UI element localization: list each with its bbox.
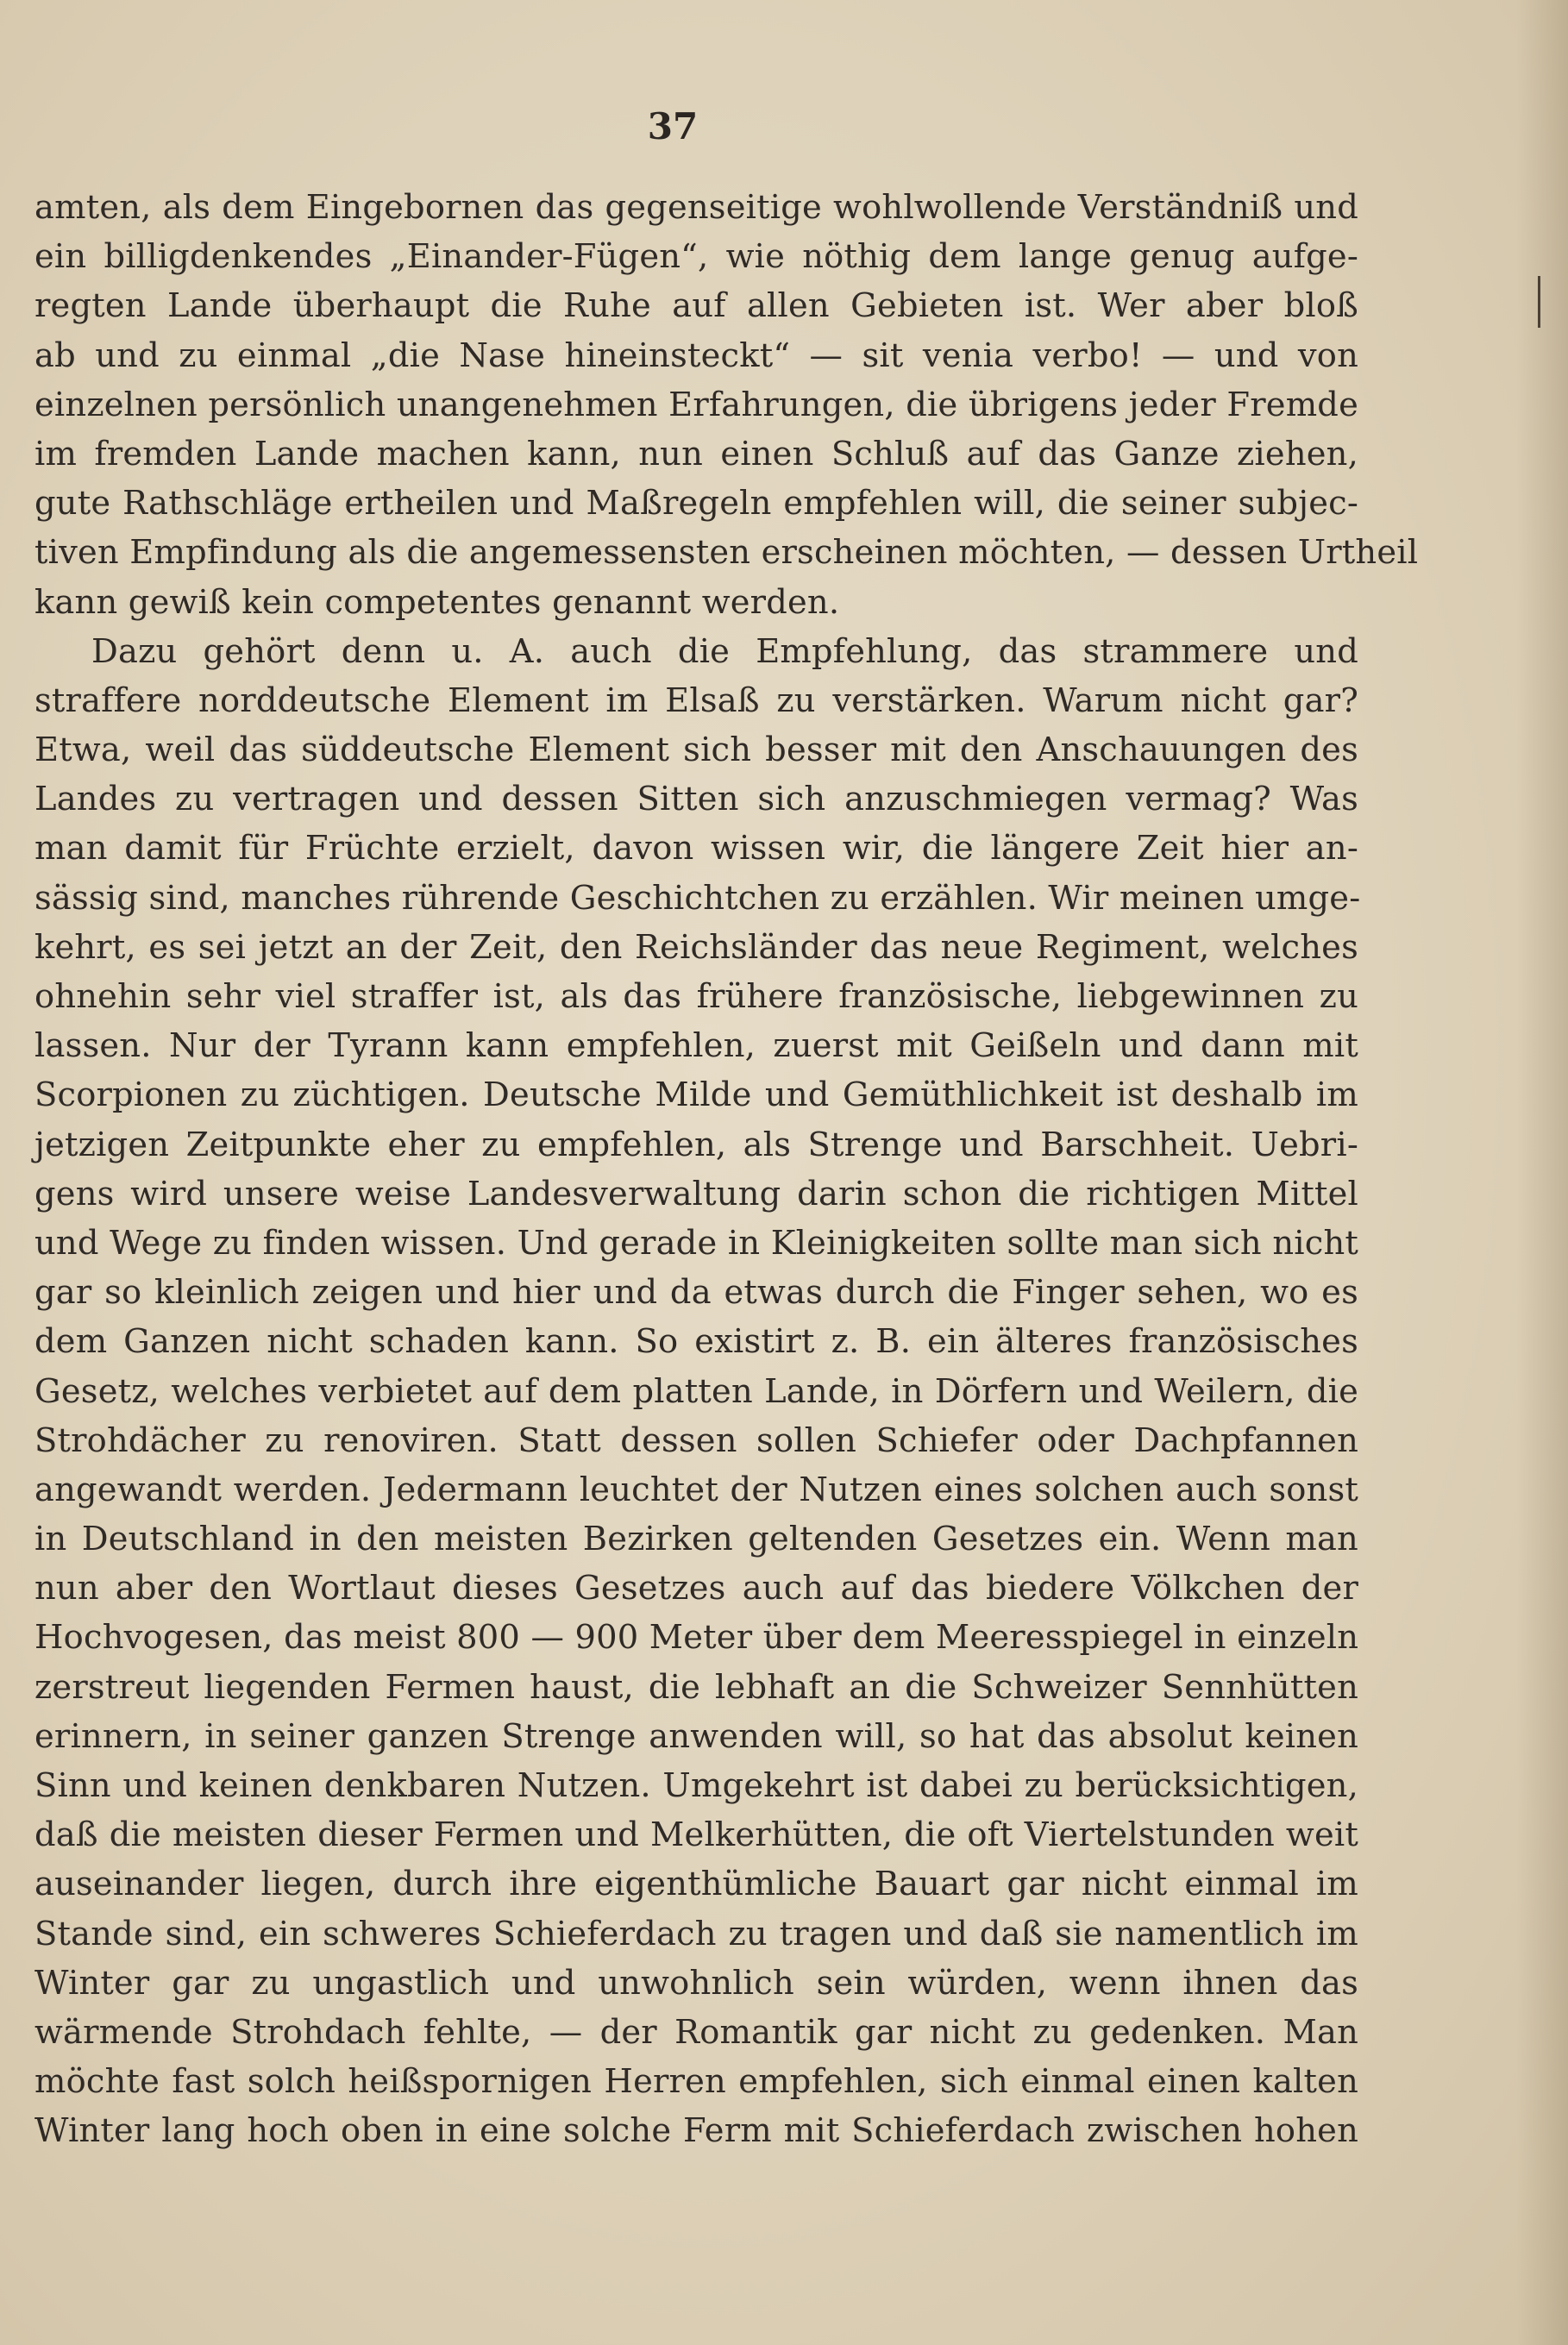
- text-line: Etwa, weil das süddeutsche Element sich besser mit den Anschauungen des: [34, 730, 1358, 770]
- text-line: auseinander liegen, durch ihre eigenthümliche Bauart gar nicht einmal im: [34, 1865, 1358, 1904]
- text-line: tiven Empfindung als die angemessensten erscheinen möchten, — dessen Urtheil: [34, 533, 1419, 573]
- text-line: Winter gar zu ungastlich und unwohnlich sein würden, wenn ihnen das: [34, 1963, 1358, 2003]
- text-line: gute Rathschläge ertheilen und Maßregeln empfehlen will, die seiner subjec-: [34, 484, 1358, 524]
- text-line: regten Lande überhaupt die Ruhe auf allen Gebieten ist. Wer aber bloß: [34, 286, 1358, 326]
- text-line: ein billigdenkendes „Einander-Fügen“, wie nöthig dem lange genug aufge-: [34, 237, 1358, 277]
- text-line: ab und zu einmal „die Nase hineinsteckt“ — sit venia verbo! — und von: [34, 335, 1358, 375]
- text-line: lassen. Nur der Tyrann kann empfehlen, zuerst mit Geißeln und dann mit: [34, 1026, 1358, 1066]
- text-line: daß die meisten dieser Fermen und Melkerhütten, die oft Viertelstunden weit: [34, 1815, 1358, 1855]
- text-line: Winter lang hoch oben in eine solche Ferm mit Schieferdach zwischen hohen: [34, 2111, 1358, 2151]
- text-line: amten, als dem Eingebornen das gegenseitige wohlwollende Verständniß und: [34, 188, 1358, 227]
- text-line: Hochvogesen, das meist 800 — 900 Meter über dem Meeresspiegel in einzeln: [34, 1618, 1359, 1658]
- text-line: und Wege zu finden wissen. Und gerade in Kleinigkeiten sollte man sich nicht: [34, 1223, 1358, 1263]
- text-line: im fremden Lande machen kann, nun einen Schluß auf das Ganze ziehen,: [34, 434, 1358, 473]
- text-line: in Deutschland in den meisten Bezirken geltenden Gesetzes ein. Wenn man: [34, 1520, 1358, 1559]
- text-line: nun aber den Wortlaut dieses Gesetzes auch auf das biedere Völkchen der: [34, 1569, 1358, 1608]
- text-line: Strohdächer zu renoviren. Statt dessen sollen Schiefer oder Dachpfannen: [34, 1420, 1358, 1460]
- text-line: man damit für Früchte erzielt, davon wissen wir, die längere Zeit hier an-: [34, 829, 1358, 868]
- text-line: Dazu gehört denn u. A. auch die Empfehlung, das strammere und: [91, 631, 1358, 671]
- text-line: zerstreut liegenden Fermen haust, die lebhaft an die Schweizer Sennhütten: [34, 1667, 1358, 1707]
- text-line: straffere norddeutsche Element im Elsaß zu verstärken. Warum nicht gar?: [34, 680, 1358, 720]
- text-line: angewandt werden. Jedermann leuchtet der Nutzen eines solchen auch sonst: [34, 1470, 1358, 1509]
- text-line: Stande sind, ein schweres Schieferdach zu tragen und daß sie namentlich im: [34, 1914, 1358, 1953]
- text-line: einzelnen persönlich unangenehmen Erfahrungen, die übrigens jeder Fremde: [34, 385, 1358, 424]
- text-line: gens wird unsere weise Landesverwaltung darin schon die richtigen Mittel: [34, 1174, 1358, 1213]
- text-line: dem Ganzen nicht schaden kann. So existirt z. B. ein älteres französisches: [34, 1322, 1358, 1362]
- page-edge-shadow: [1516, 0, 1568, 2345]
- text-line: erinnern, in seiner ganzen Strenge anwenden will, so hat das absolut keinen: [34, 1716, 1358, 1756]
- text-line: jetzigen Zeitpunkte eher zu empfehlen, als Strenge und Barschheit. Uebri-: [34, 1125, 1358, 1164]
- text-line: wärmende Strohdach fehlte, — der Romantik gar nicht zu gedenken. Man: [34, 2012, 1358, 2052]
- text-line: sässig sind, manches rührende Geschichtchen zu erzählen. Wir meinen umge-: [34, 878, 1361, 918]
- page-number: 37: [647, 105, 699, 147]
- text-line: Landes zu vertragen und dessen Sitten sich anzuschmiegen vermag? Was: [34, 780, 1358, 819]
- text-line: möchte fast solch heißspornigen Herren empfehlen, sich einmal einen kalten: [34, 2062, 1358, 2102]
- text-line: gar so kleinlich zeigen und hier und da etwas durch die Finger sehen, wo es: [34, 1273, 1358, 1313]
- text-line: ohnehin sehr viel straffer ist, als das frühere französische, liebgewinnen zu: [34, 977, 1358, 1016]
- body-text: [34, 183, 1419, 2156]
- text-line: Sinn und keinen denkbaren Nutzen. Umgekehrt ist dabei zu berücksichtigen,: [34, 1766, 1358, 1805]
- text-line: kann gewiß kein competentes genannt werden.: [34, 582, 840, 622]
- text-line: kehrt, es sei jetzt an der Zeit, den Reichsländer das neue Regiment, welches: [34, 927, 1358, 967]
- text-line: Scorpionen zu züchtigen. Deutsche Milde und Gemüthlichkeit ist deshalb im: [34, 1075, 1358, 1115]
- text-line: Gesetz, welches verbietet auf dem platten Lande, in Dörfern und Weilern, die: [34, 1371, 1358, 1411]
